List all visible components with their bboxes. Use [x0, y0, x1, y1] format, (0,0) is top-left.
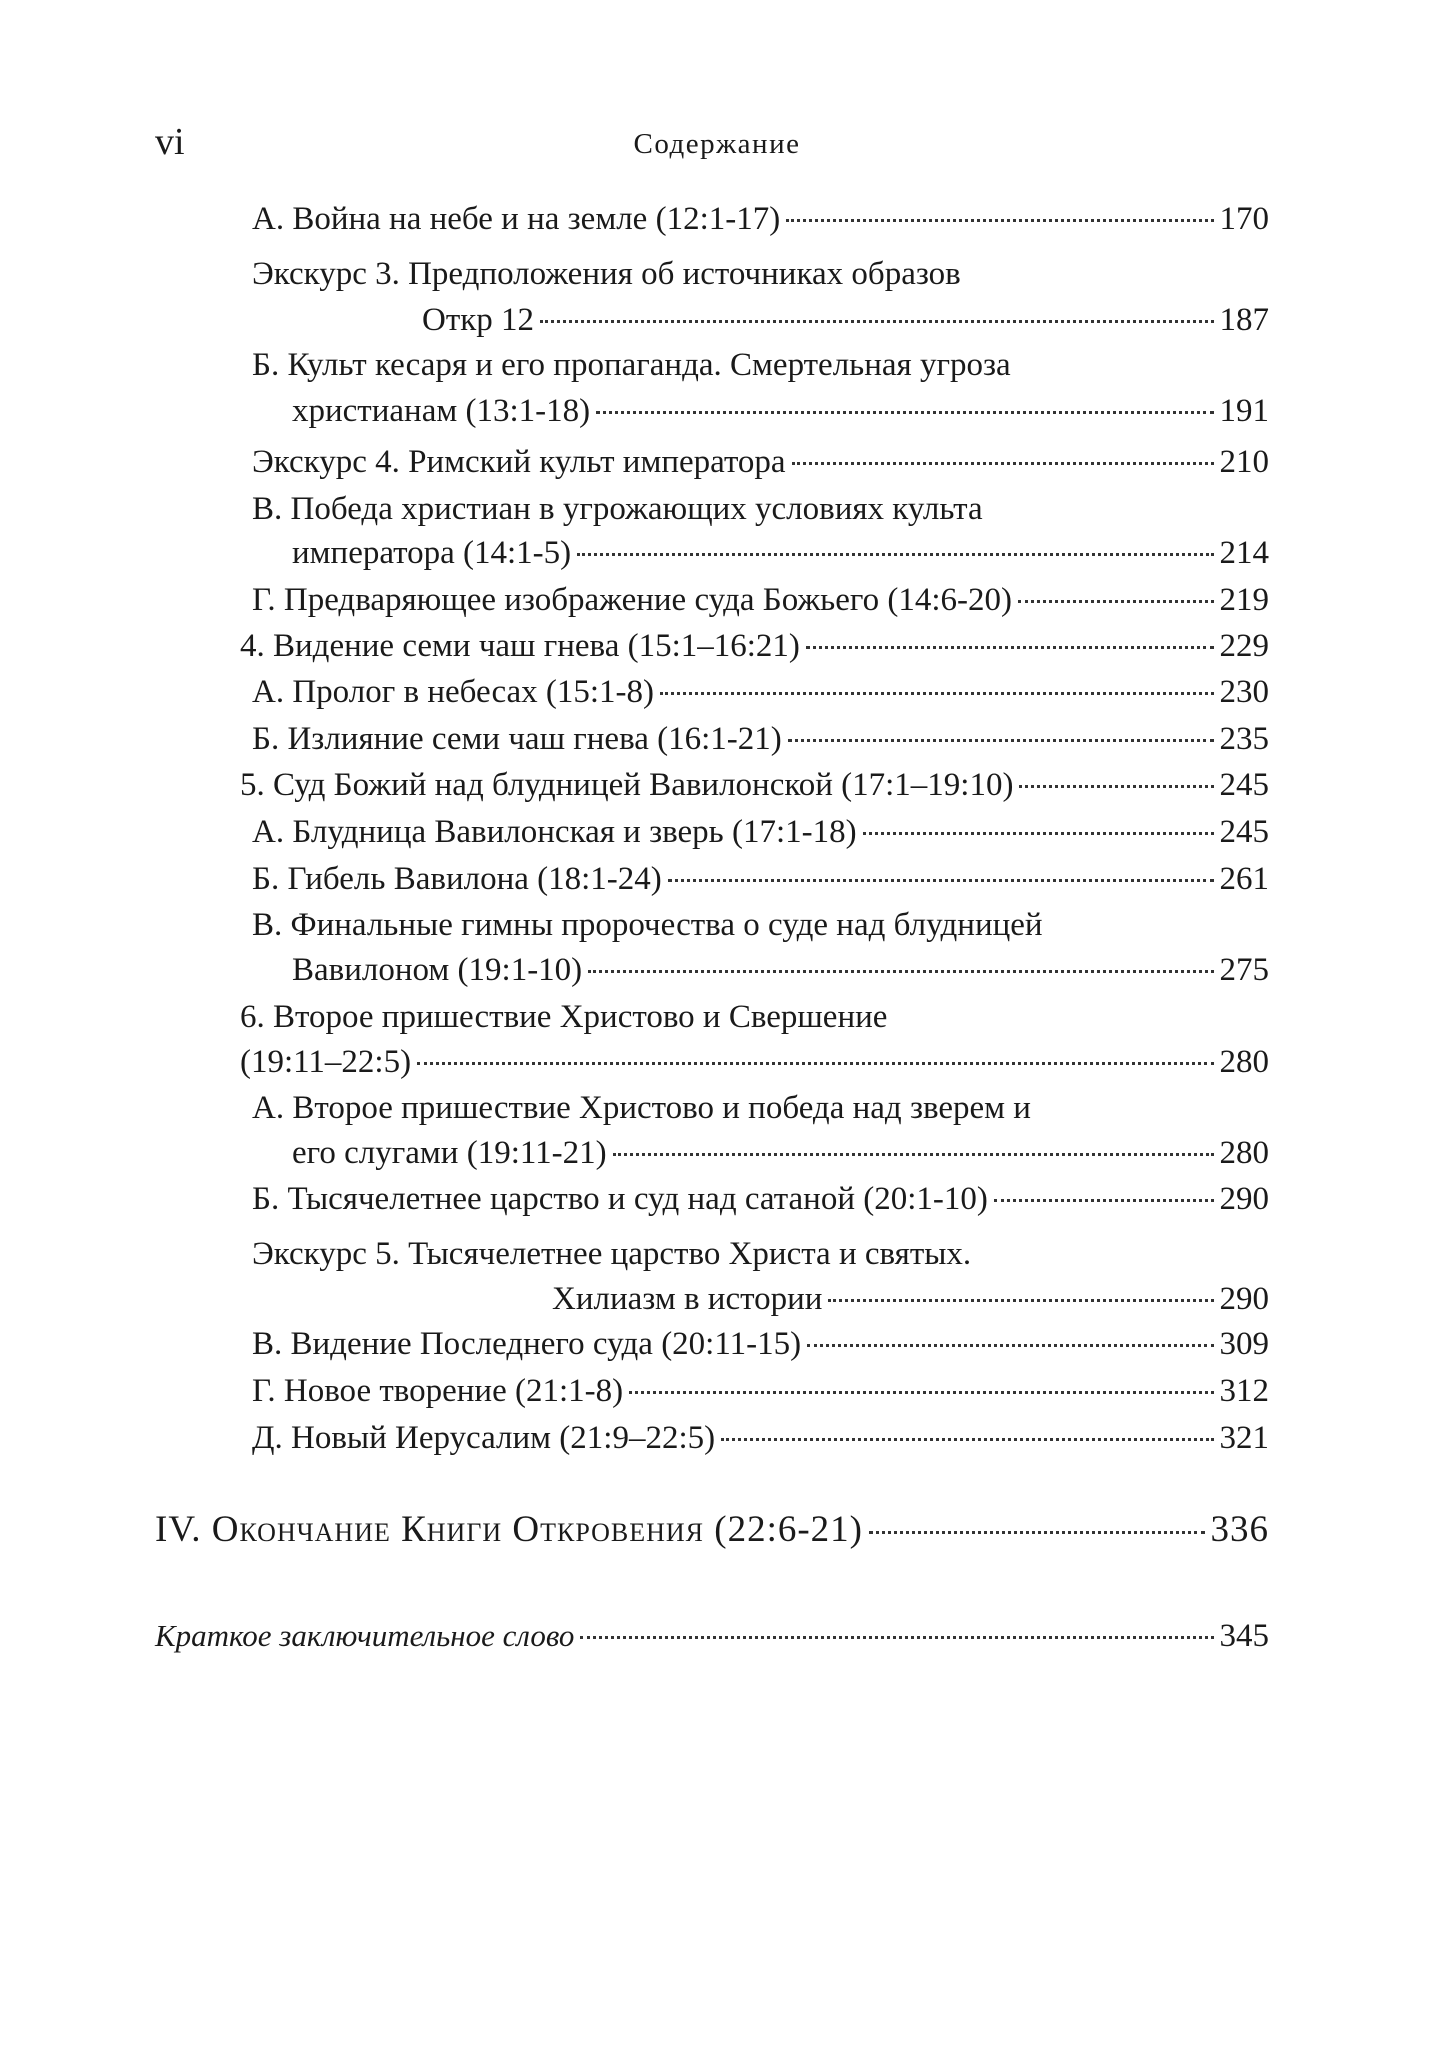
toc-entry-page: 229 [1219, 628, 1269, 664]
toc-entry [292, 1131, 1269, 1175]
toc-entry [292, 389, 1269, 433]
toc-entry-title: 4. Видение семи чаш гнева (15:1–16:21) [240, 628, 800, 664]
dot-leader [828, 1299, 1213, 1302]
toc-entry-title: Г. Предваряющее изображение суда Божьего (14:6-20) [252, 582, 1012, 618]
toc-entry-page: 219 [1219, 582, 1269, 618]
toc-entry-continuation: христианам (13:1-18) [292, 393, 591, 429]
toc-entry [252, 717, 1269, 761]
toc-entry [252, 578, 1269, 622]
toc-entry-title: 6. Второе пришествие Христово и Свершение [240, 999, 888, 1035]
toc-entry [240, 1040, 1269, 1084]
toc-conclusion-page: 345 [1219, 1618, 1269, 1654]
toc-entry-title: Б. Излияние семи чаш гнева (16:1-21) [252, 721, 782, 757]
toc-conclusion-title: Краткое заключительное слово [155, 1618, 575, 1653]
toc-entry-page: 290 [1219, 1181, 1269, 1217]
toc-entry-page: 275 [1219, 952, 1269, 988]
dot-leader [807, 1344, 1213, 1347]
page-number: vi [155, 121, 185, 163]
dot-leader [994, 1199, 1214, 1202]
toc-entry-page: 245 [1219, 814, 1269, 850]
dot-leader [792, 462, 1214, 465]
toc-entry [252, 857, 1269, 901]
toc-entry [252, 440, 1269, 484]
dot-leader [660, 692, 1213, 695]
dot-leader [596, 411, 1213, 414]
toc-entry-title: А. Второе пришествие Христово и победа над зверем и [252, 1090, 1031, 1126]
toc-entry-page: 312 [1219, 1373, 1269, 1409]
toc-part-page: 336 [1210, 1509, 1269, 1550]
toc-entry-page: 290 [1219, 1281, 1269, 1317]
toc-entry-page: 230 [1219, 674, 1269, 710]
toc-entry-title: А. Война на небе и на земле (12:1-17) [252, 201, 781, 237]
toc-entry-title: Д. Новый Иерусалим (21:9–22:5) [252, 1420, 716, 1456]
dot-leader [869, 1531, 1205, 1534]
dot-leader [668, 879, 1214, 882]
toc-entry-continuation: императора (14:1-5) [292, 535, 572, 571]
toc-entry [252, 810, 1269, 854]
dot-leader [806, 646, 1214, 649]
dot-leader [588, 970, 1213, 973]
dot-leader [721, 1438, 1213, 1441]
toc-entry [552, 1277, 1269, 1321]
dot-leader [613, 1153, 1214, 1156]
toc-entry-page: 321 [1219, 1420, 1269, 1456]
dot-leader [629, 1391, 1213, 1394]
toc-entry-page: 214 [1219, 535, 1269, 571]
dot-leader [1018, 600, 1214, 603]
toc-entry-page: 245 [1219, 767, 1269, 803]
dot-leader [788, 739, 1214, 742]
dot-leader [786, 219, 1213, 222]
dot-leader [417, 1062, 1213, 1065]
toc-entry-title: В. Финальные гимны пророчества о суде над блудницей [252, 907, 1043, 943]
dot-leader [577, 553, 1213, 556]
dot-leader [1019, 785, 1213, 788]
toc-entry-page: 280 [1219, 1044, 1269, 1080]
toc-entry-title: В. Победа христиан в угрожающих условиях культа [252, 491, 983, 527]
toc-entry-continuation: (19:11–22:5) [240, 1044, 412, 1080]
toc-entry [240, 763, 1269, 807]
toc-entry-page: 235 [1219, 721, 1269, 757]
toc-entry-title: Экскурс 5. Тысячелетнее царство Христа и святых. [252, 1236, 972, 1272]
toc-entry-page: 210 [1219, 444, 1269, 480]
toc-entry-title: Экскурс 4. Римский культ императора [252, 444, 786, 480]
toc-entry [240, 624, 1269, 668]
toc-entry [252, 1177, 1269, 1221]
toc-entry [252, 1322, 1269, 1366]
toc-entry [292, 948, 1269, 992]
toc-entry-title: 5. Суд Божий над блудницей Вавилонской (17:1–19:10) [240, 767, 1014, 803]
toc-entry-title: Б. Культ кесаря и его пропаганда. Смертельная угроза [252, 347, 1011, 383]
toc-entry-title: А. Блудница Вавилонская и зверь (17:1-18) [252, 814, 857, 850]
toc-entry [252, 1369, 1269, 1413]
toc-entry-page: 261 [1219, 861, 1269, 897]
toc-entry-continuation: Откр 12 [422, 302, 535, 338]
toc-part-title: IV. Окончание Книги Откровения (22:6-21) [155, 1509, 863, 1550]
toc-entry-continuation: Вавилоном (19:1-10) [292, 952, 583, 988]
toc-entry-page: 191 [1219, 393, 1269, 429]
toc-entry-continuation: его слугами (19:11-21) [292, 1135, 607, 1171]
toc-entry-title: А. Пролог в небесах (15:1-8) [252, 674, 655, 710]
toc-entry [252, 1416, 1269, 1460]
dot-leader [863, 832, 1214, 835]
toc-entry [252, 670, 1269, 714]
toc-entry-title: Г. Новое творение (21:1-8) [252, 1373, 624, 1409]
toc-entry [292, 531, 1269, 575]
toc-entry [422, 298, 1269, 342]
running-head: Содержание [633, 128, 801, 160]
toc-entry [252, 197, 1269, 241]
dot-leader [540, 320, 1213, 323]
toc-conclusion-entry [155, 1614, 1269, 1658]
toc-entry-title: Б. Тысячелетнее царство и суд над сатаной (20:1-10) [252, 1181, 988, 1217]
toc-entry-continuation: Хилиазм в истории [552, 1281, 823, 1317]
toc-entry-title: В. Видение Последнего суда (20:11-15) [252, 1326, 802, 1362]
toc-part-entry [155, 1508, 1269, 1552]
toc-entry-page: 280 [1219, 1135, 1269, 1171]
toc-entry-page: 187 [1219, 302, 1269, 338]
dot-leader [580, 1636, 1213, 1639]
toc-entry-title: Экскурс 3. Предположения об источниках образов [252, 256, 961, 292]
toc-entry-page: 309 [1219, 1326, 1269, 1362]
toc-entry-title: Б. Гибель Вавилона (18:1-24) [252, 861, 662, 897]
toc-entry-page: 170 [1219, 201, 1269, 237]
